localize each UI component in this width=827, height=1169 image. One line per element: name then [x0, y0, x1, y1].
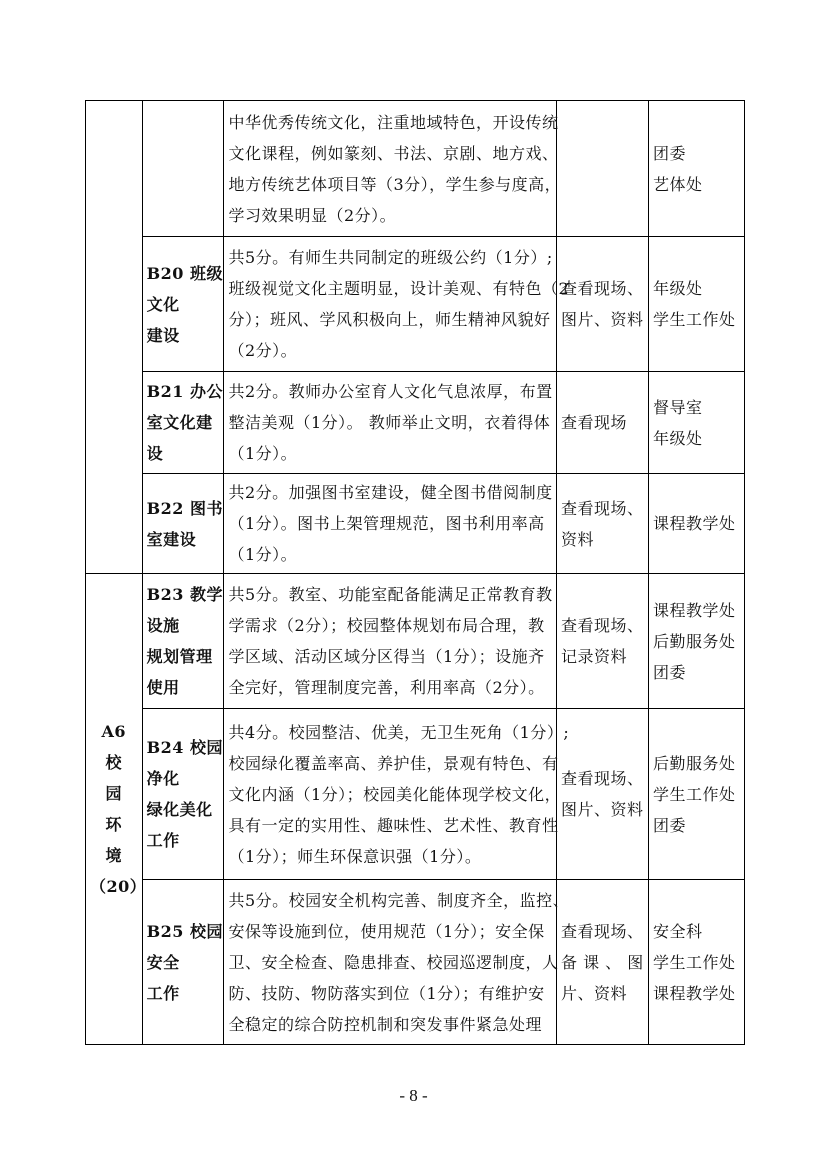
department-cell: 课程教学处 — [648, 474, 744, 574]
method-cell: 查看现场、 备 课 、 图 片、资料 — [556, 880, 648, 1045]
page-number: - 8 - — [399, 1086, 428, 1105]
method-cell: 查看现场 — [556, 372, 648, 474]
table-row — [86, 474, 745, 574]
table-row — [86, 237, 745, 372]
department-cell: 安全科 学生工作处 课程教学处 — [648, 880, 744, 1045]
method-cell: 查看现场、 图片、资料 — [556, 237, 648, 372]
criteria-cell: 共5分。有师生共同制定的班级公约（1分）; 班级视觉文化主题明显，设计美观、有特色（2 分）；班风、学风积极向上，师生精神风貌好 （2分）。 — [224, 237, 557, 372]
section-cell-a6: A6 校 园 环 境 （20） — [86, 574, 143, 1045]
criteria-cell: 中华优秀传统文化，注重地域特色，开设传统 文化课程，例如篆刻、书法、京剧、地方戏、 地方传统艺体项目等（3分），学生参与度高， 学习效果明显（2分）。 — [224, 101, 557, 237]
criteria-cell: 共5分。校园安全机构完善、制度齐全，监控、 安保等设施到位，使用规范（1分）；安全保 卫、安全检查、隐患排查、校园巡逻制度，人 防、技防、物防落实到位（1分）；有维护安 全稳定的综合防控机制和突发事件紧急处理 — [224, 880, 557, 1045]
item-cell: B23 教学 设施 规划管理 使用 — [142, 574, 224, 709]
section-cell-prev — [86, 101, 143, 574]
department-cell: 团委 艺体处 — [648, 101, 744, 237]
criteria-cell: 共5分。教室、功能室配备能满足正常教育教 学需求（2分）；校园整体规划布局合理，教 学区域、活动区域分区得当（1分）；设施齐 全完好，管理制度完善，利用率高（2分）。 — [224, 574, 557, 709]
department-cell: 课程教学处 后勤服务处 团委 — [648, 574, 744, 709]
method-cell — [556, 101, 648, 237]
item-cell: B25 校园 安全 工作 — [142, 880, 224, 1045]
evaluation-table — [85, 100, 745, 1045]
item-cell: B24 校园 净化 绿化美化 工作 — [142, 709, 224, 880]
item-cell — [142, 101, 224, 237]
method-cell: 查看现场、 图片、资料 — [556, 709, 648, 880]
criteria-cell: 共4分。校园整洁、优美，无卫生死角（1分）; 校园绿化覆盖率高、养护佳，景观有特色、有 文化内涵（1分）；校园美化能体现学校文化， 具有一定的实用性、趣味性、艺术性、教育性 （1分）；师生环保意识强（1分）。 — [224, 709, 557, 880]
method-cell: 查看现场、 资料 — [556, 474, 648, 574]
department-cell: 年级处 学生工作处 — [648, 237, 744, 372]
table-row — [86, 880, 745, 1045]
table-row — [86, 101, 745, 237]
method-cell: 查看现场、 记录资料 — [556, 574, 648, 709]
table-row — [86, 372, 745, 474]
item-cell: B21 办公 室文化建 设 — [142, 372, 224, 474]
item-cell: B20 班级 文化 建设 — [142, 237, 224, 372]
table-row — [86, 574, 745, 709]
criteria-cell: 共2分。教师办公室育人文化气息浓厚，布置 整洁美观（1分）。 教师举止文明，衣着得体 （1分）。 — [224, 372, 557, 474]
department-cell: 督导室 年级处 — [648, 372, 744, 474]
department-cell: 后勤服务处 学生工作处 团委 — [648, 709, 744, 880]
table-row — [86, 709, 745, 880]
criteria-cell: 共2分。加强图书室建设，健全图书借阅制度 （1分）。图书上架管理规范，图书利用率高 （1分）。 — [224, 474, 557, 574]
item-cell: B22 图书 室建设 — [142, 474, 224, 574]
